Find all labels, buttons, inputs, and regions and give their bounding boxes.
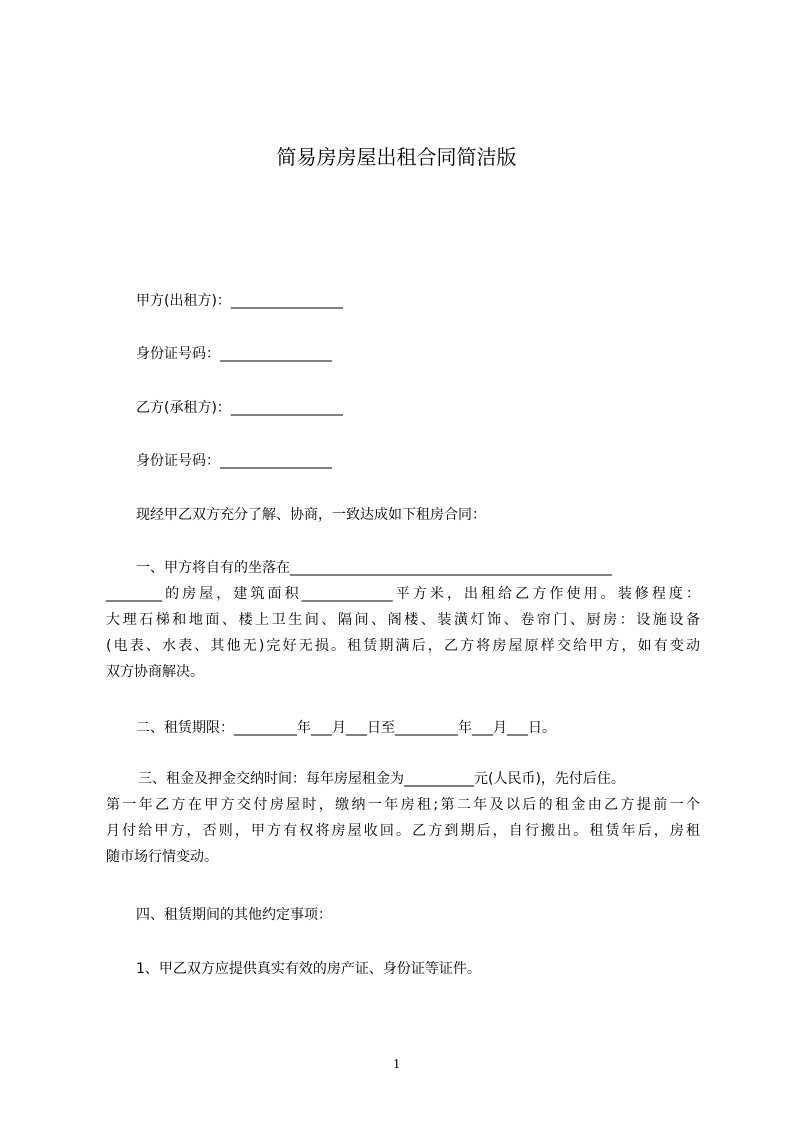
intro-paragraph: 现经甲乙双方充分了解、协商，一致达成如下租房合同： <box>136 507 486 523</box>
clause-3-line: 三、租金及押金交纳时间：每年房屋租金为__________元(人民币)，先付后住。 <box>138 771 625 787</box>
clause-3-line: 第一年乙方在甲方交付房屋时，缴纳一年房租;第二年及以后的租金由乙方提前一个 <box>106 797 700 813</box>
clause-3-line: 随市场行情变动。 <box>106 849 218 865</box>
clause-1-line: 双方协商解决。 <box>106 664 204 680</box>
party-a-line: 甲方(出租方)：________________ <box>136 293 343 309</box>
clause-1-line: ________的房屋，建筑面积_____________平方米，出租给乙方作使用。装修程度： <box>106 586 700 602</box>
clause-4-heading: 四、租赁期间的其他约定事项： <box>136 907 332 923</box>
clause-1-line: 大理石梯和地面、楼上卫生间、隔间、阁楼、装潢灯饰、卷帘门、厨房：设施设备 <box>106 612 700 628</box>
clause-4-item-1: 1、甲乙双方应提供真实有效的房产证、身份证等证件。 <box>136 961 481 977</box>
clause-1-line: (电表、水表、其他无)完好无损。租赁期满后，乙方将房屋原样交给甲方，如有变动 <box>106 638 700 654</box>
clause-1-paragraph <box>106 555 700 685</box>
clause-3-line: 月付给甲方，否则，甲方有权将房屋收回。乙方到期后，自行搬出。租赁年后，房租 <box>106 823 700 839</box>
page-number: 1 <box>393 1057 400 1072</box>
party-b-id-line: 身份证号码：________________ <box>136 453 332 469</box>
party-a-id-line: 身份证号码：________________ <box>136 346 332 362</box>
clause-3-paragraph <box>106 766 700 870</box>
clause-2-paragraph: 二、租赁期限：_________年___月___日至_________年___月___日。 <box>136 720 556 736</box>
page-title: 简易房房屋出租合同简洁版 <box>276 145 517 169</box>
party-b-line: 乙方(承租方)：________________ <box>136 400 343 416</box>
clause-1-line: 一、甲方将自有的坐落在______________________________________________ <box>136 560 612 576</box>
